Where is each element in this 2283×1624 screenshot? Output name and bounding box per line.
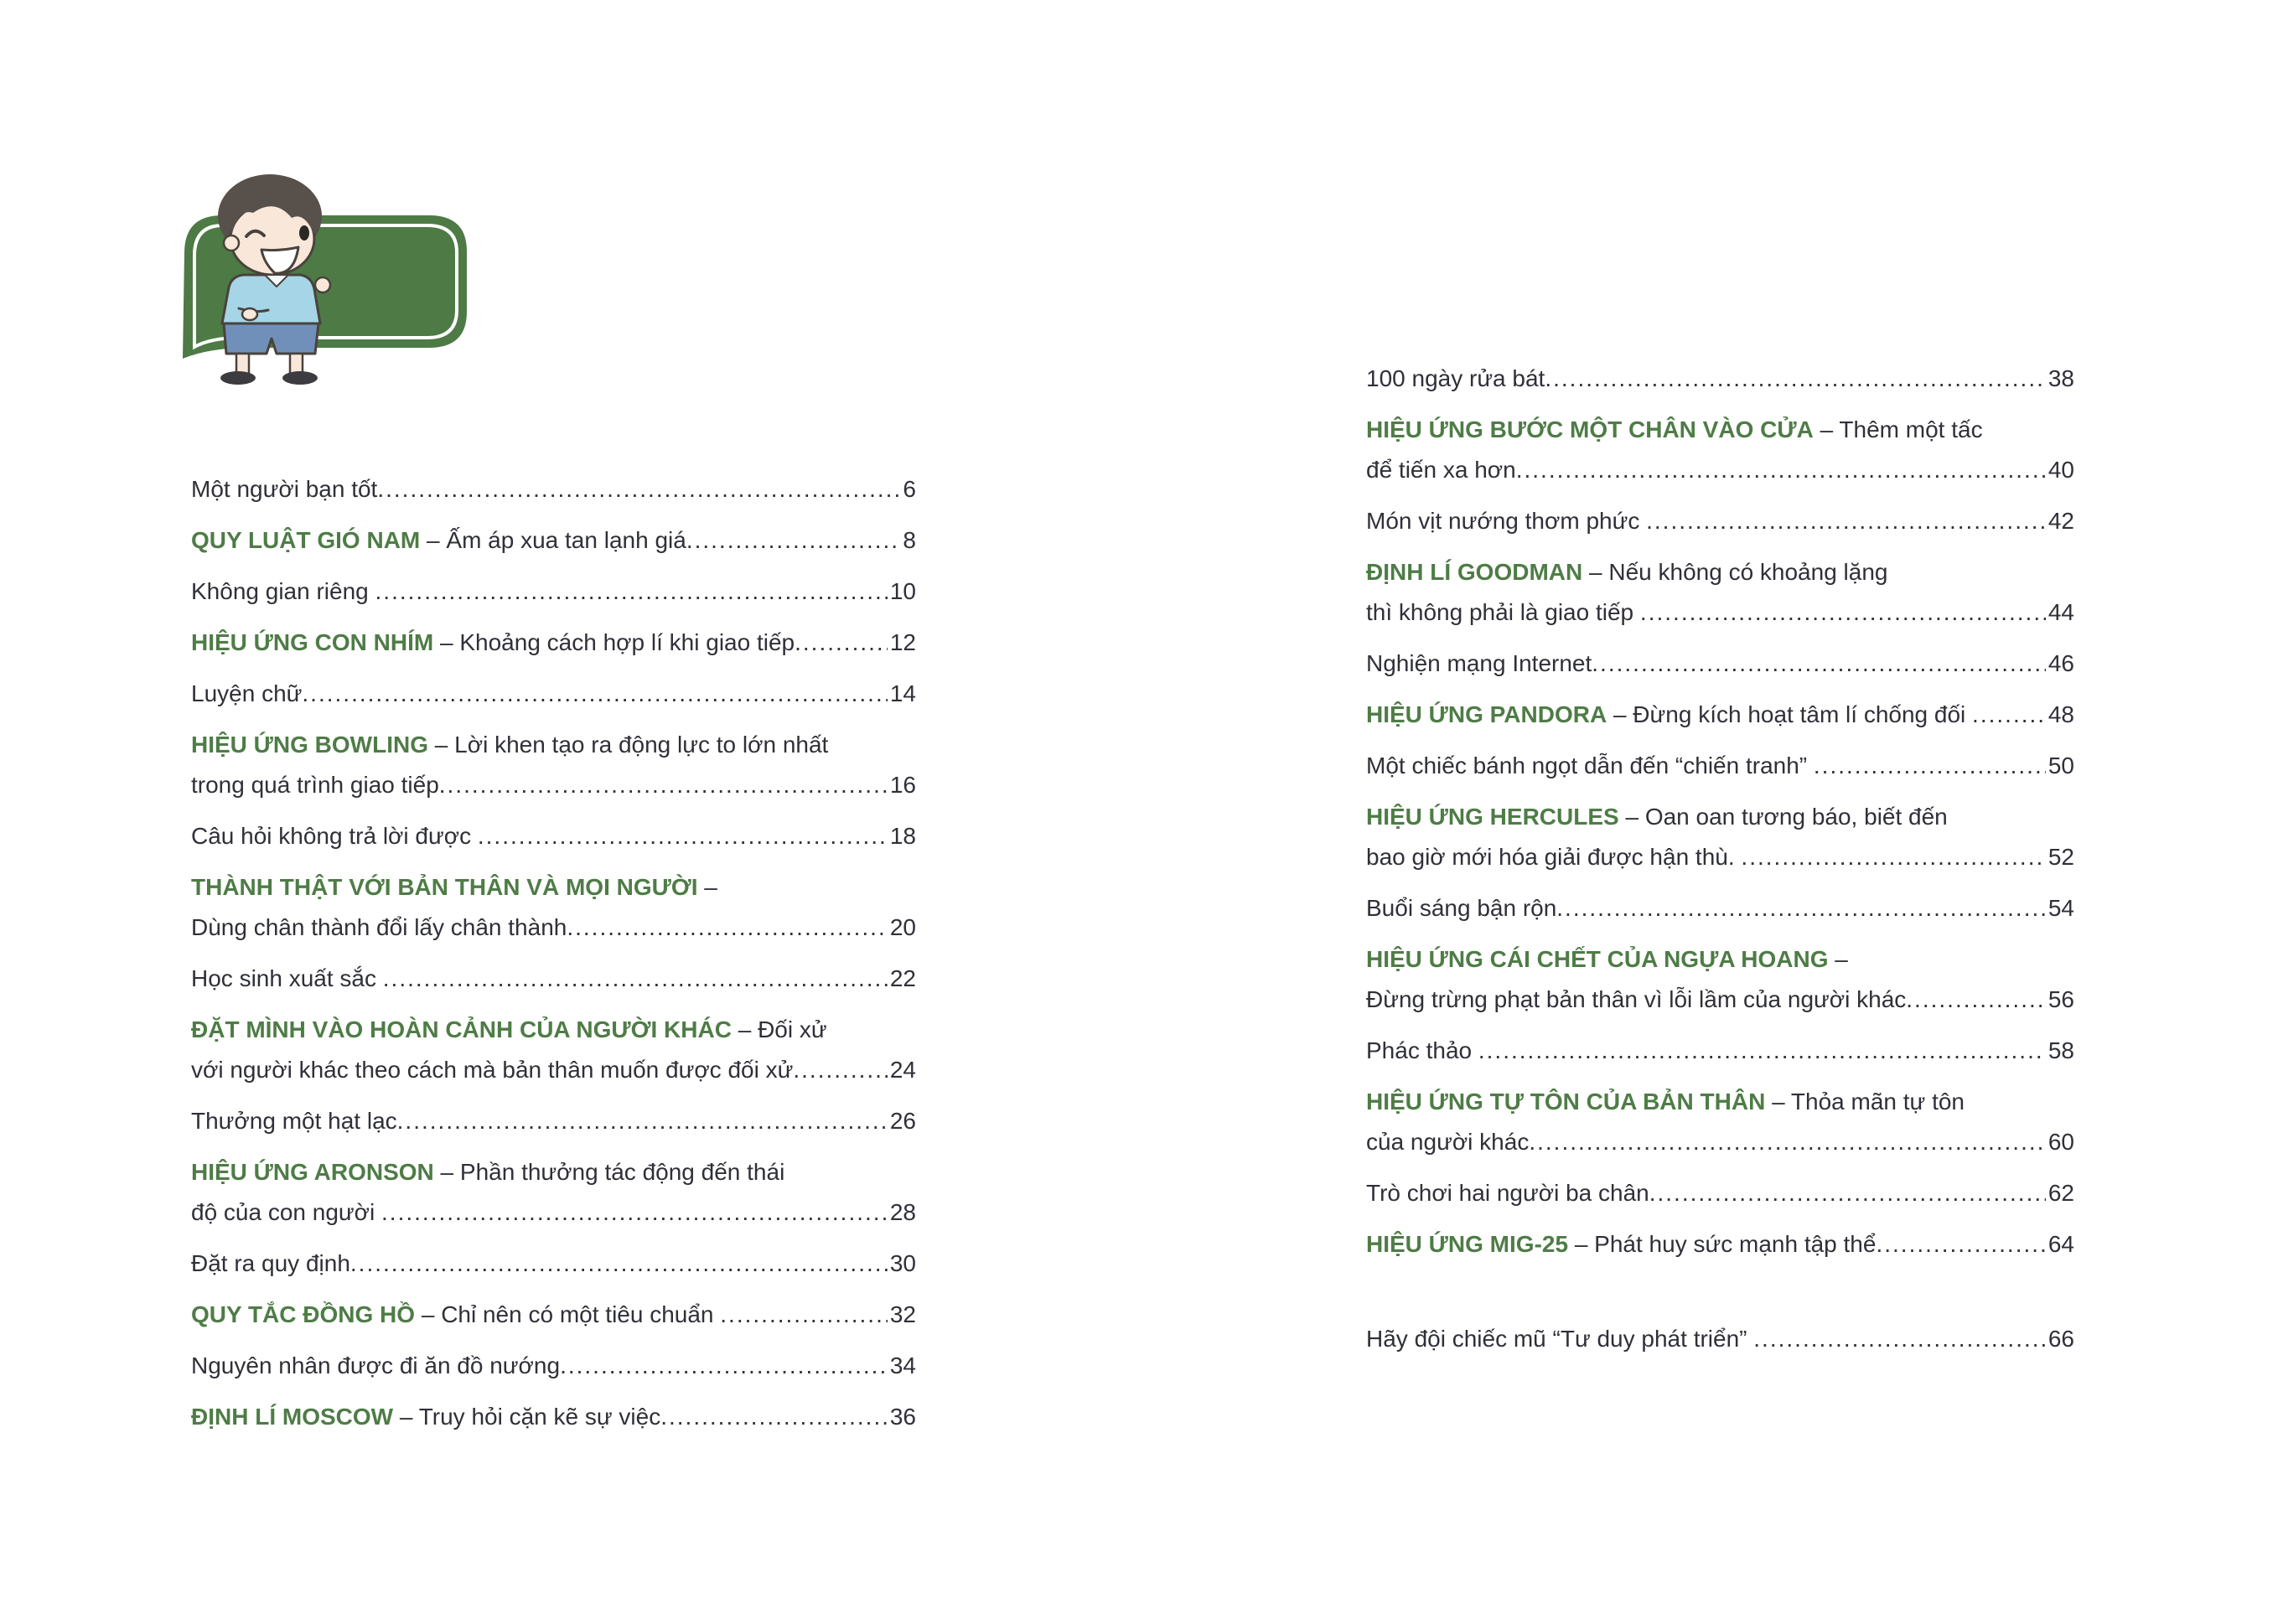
toc-entry-description: – Oan oan tương báo, biết đến	[1618, 804, 1948, 830]
toc-entry	[191, 867, 916, 948]
toc-entry-description: Món vịt nướng thơm phức	[1366, 508, 1647, 534]
dot-leader	[720, 1295, 888, 1335]
page-number: 28	[889, 1199, 916, 1225]
toc-line-text	[1366, 837, 1741, 877]
page-number: 64	[2047, 1231, 2074, 1257]
dot-leader	[1516, 450, 2046, 490]
toc-line	[191, 1101, 916, 1141]
toc-entry-title: HIỆU ỨNG PANDORA	[1366, 701, 1607, 727]
toc-line-text	[191, 816, 478, 856]
toc-entry	[1366, 746, 2074, 786]
toc-entry-description: Một chiếc bánh ngọt dẫn đến “chiến tranh”	[1366, 753, 1814, 778]
toc-entry-description: – Lời khen tạo ra động lực to lớn nhất	[428, 732, 829, 758]
page-number: 62	[2047, 1180, 2074, 1206]
toc-entry	[191, 1152, 916, 1233]
dot-leader	[1649, 1173, 2046, 1213]
toc-entry-description: –	[697, 874, 717, 900]
dot-leader	[686, 520, 901, 561]
page-number: 20	[889, 914, 916, 940]
toc-entry-description: – Truy hỏi cặn kẽ sự việc	[393, 1404, 661, 1430]
page-number: 22	[889, 965, 916, 991]
page-number: 32	[889, 1301, 916, 1327]
toc-entry-description: 100 ngày rửa bát	[1366, 365, 1545, 391]
toc-line-text	[1366, 1319, 1753, 1359]
dot-leader	[1814, 746, 2046, 786]
toc-line	[1366, 1082, 2074, 1122]
toc-line	[191, 959, 916, 999]
dot-leader	[1478, 1031, 2046, 1071]
toc-line	[1366, 695, 2074, 735]
toc-line-text	[191, 1010, 827, 1050]
toc-entry	[1366, 1319, 2074, 1359]
page-number: 18	[889, 823, 916, 849]
toc-line-text	[1366, 1224, 1876, 1265]
toc-entry-title: HIỆU ỨNG TỰ TÔN CỦA BẢN THÂN	[1366, 1089, 1766, 1115]
toc-entry	[191, 572, 916, 612]
toc-line	[191, 674, 916, 714]
page-number: 36	[889, 1404, 916, 1430]
toc-line-text	[1366, 746, 1814, 786]
page-number: 40	[2047, 457, 2074, 483]
toc-line-text	[1366, 1122, 1529, 1162]
toc-entry-description: Dùng chân thành đổi lấy chân thành	[191, 914, 567, 940]
dot-leader	[397, 1101, 888, 1141]
toc-entry	[191, 674, 916, 714]
page-number: 48	[2047, 701, 2074, 727]
toc-entry	[1366, 1173, 2074, 1213]
toc-line-text	[1366, 644, 1592, 684]
dot-leader	[1592, 644, 2046, 684]
toc-entry-description: độ của con người	[191, 1199, 382, 1225]
page-number: 50	[2047, 753, 2074, 778]
toc-line	[1366, 592, 2074, 633]
toc-line-text	[191, 1152, 784, 1192]
toc-entry-description: Đặt ra quy định	[191, 1250, 350, 1276]
toc-line-text	[191, 867, 717, 908]
dot-leader	[302, 674, 887, 714]
toc-line	[1366, 644, 2074, 684]
toc-line-text	[1366, 939, 1848, 980]
toc-line	[1366, 552, 2074, 592]
toc-entry-description: Buổi sáng bận rộn	[1366, 895, 1557, 921]
toc-entry-description: – Phát huy sức mạnh tập thể	[1568, 1231, 1877, 1257]
toc-entry	[191, 725, 916, 805]
toc-line-text	[1366, 1082, 1965, 1122]
toc-entry-title: HIỆU ỨNG MIG-25	[1366, 1231, 1569, 1257]
toc-entry-description: – Đừng kích hoạt tâm lí chống đối	[1607, 701, 1973, 727]
toc-entry-title: HIỆU ỨNG BƯỚC MỘT CHÂN VÀO CỬA	[1366, 416, 1814, 442]
dot-leader	[381, 1192, 888, 1233]
toc-line	[1366, 837, 2074, 877]
toc-line	[1366, 797, 2074, 837]
dot-leader	[377, 469, 900, 509]
dot-leader	[1753, 1319, 2046, 1359]
toc-line	[1366, 1122, 2074, 1162]
toc-line	[191, 1295, 916, 1335]
toc-entry-description: để tiến xa hơn	[1366, 457, 1516, 483]
badge-graphic	[142, 142, 503, 394]
toc-entry-description: Nguyên nhân được đi ăn đồ nướng	[191, 1352, 561, 1378]
toc-line	[191, 765, 916, 805]
toc-line-text	[1366, 450, 1516, 490]
toc-entry-description: Phác thảo	[1366, 1037, 1478, 1063]
toc-line	[191, 1244, 916, 1284]
page-number: 58	[2047, 1037, 2074, 1063]
toc-entry-description: với người khác theo cách mà bản thân muốn được đối xử	[191, 1057, 794, 1083]
page-number: 26	[889, 1108, 916, 1134]
toc-entry-description: – Thêm một tấc	[1813, 416, 1983, 442]
toc-entry-description: Thưởng một hạt lạc	[191, 1108, 397, 1134]
toc-entry	[1366, 359, 2074, 399]
toc-entry-description: –	[1828, 946, 1848, 972]
muc-luc-badge	[142, 142, 619, 429]
page-number: 6	[903, 476, 916, 502]
page-number: 30	[889, 1250, 916, 1276]
dot-leader	[660, 1397, 888, 1437]
toc-line	[191, 623, 916, 663]
toc-line	[1366, 888, 2074, 928]
toc-entry-title: ĐỊNH LÍ MOSCOW	[191, 1404, 394, 1430]
toc-line-text	[191, 765, 439, 805]
toc-line-text	[191, 1295, 720, 1335]
page-number: 12	[889, 629, 916, 655]
toc-line-text	[1366, 980, 1906, 1020]
dot-leader	[1640, 592, 2046, 633]
toc-entry-description: – Chỉ nên có một tiêu chuẩn	[415, 1301, 721, 1327]
toc-entry	[1366, 797, 2074, 877]
dot-leader	[1545, 359, 2046, 399]
page-number: 46	[2047, 650, 2074, 676]
toc-line	[191, 1192, 916, 1233]
toc-entry	[1366, 410, 2074, 490]
toc-entry-title: THÀNH THẬT VỚI BẢN THÂN VÀ MỌI NGƯỜI	[191, 874, 698, 900]
toc-line	[191, 816, 916, 856]
toc-line	[191, 1050, 916, 1090]
toc-entry-title: HIỆU ỨNG HERCULES	[1366, 804, 1619, 830]
toc-entry	[1366, 695, 2074, 735]
page-number: 56	[2047, 986, 2074, 1012]
toc-entry-description: Trò chơi hai người ba chân	[1366, 1180, 1649, 1206]
toc-line-text	[191, 674, 302, 714]
toc-entry-description: Nghiện mạng Internet	[1366, 650, 1592, 676]
dot-leader	[560, 1346, 888, 1386]
toc-line	[1366, 450, 2074, 490]
toc-line-text	[1366, 501, 1646, 541]
toc-line	[1366, 359, 2074, 399]
toc-entry-description: – Khoảng cách hợp lí khi giao tiếp	[433, 629, 795, 655]
toc-line	[191, 1397, 916, 1437]
dot-leader	[1529, 1122, 2046, 1162]
toc-entry-title: HIỆU ỨNG ARONSON	[191, 1159, 434, 1185]
toc-entry	[1366, 644, 2074, 684]
toc-line-text	[1366, 695, 1972, 735]
toc-entry-description: Một người bạn tốt	[191, 476, 378, 502]
toc-entry-title: ĐỊNH LÍ GOODMAN	[1366, 559, 1583, 585]
toc-line	[1366, 939, 2074, 980]
page-number: 66	[2047, 1326, 2074, 1352]
toc-entry	[191, 959, 916, 999]
toc-entry	[191, 1397, 916, 1437]
toc-line	[191, 469, 916, 509]
toc-entry	[191, 1010, 916, 1090]
dot-leader	[478, 816, 888, 856]
toc-line-text	[191, 1244, 350, 1284]
toc-entry	[1366, 1031, 2074, 1071]
toc-entry-description: của người khác	[1366, 1129, 1530, 1155]
toc-line-text	[191, 469, 377, 509]
toc-line	[1366, 746, 2074, 786]
toc-line	[191, 1346, 916, 1386]
toc-entry-description: thì không phải là giao tiếp	[1366, 599, 1640, 625]
toc-entry	[191, 1346, 916, 1386]
dot-leader	[793, 1050, 887, 1090]
toc-line	[1366, 1031, 2074, 1071]
page-number: 44	[2047, 599, 2074, 625]
toc-entry	[191, 1295, 916, 1335]
toc-line-text	[191, 1050, 793, 1090]
toc-line-text	[1366, 410, 1983, 450]
toc-line-text	[191, 520, 686, 561]
toc-line	[1366, 501, 2074, 541]
toc-line-text	[191, 908, 567, 948]
dot-leader	[1972, 695, 2046, 735]
page-number: 24	[889, 1057, 916, 1083]
toc-entry-description: – Phần thưởng tác động đến thái	[433, 1159, 785, 1185]
toc-line-text	[1366, 592, 1640, 633]
page-number: 42	[2047, 508, 2074, 534]
dot-leader	[383, 959, 888, 999]
toc-line-text	[191, 1101, 397, 1141]
toc-line	[191, 572, 916, 612]
toc-line-text	[191, 623, 795, 663]
toc-line-text	[1366, 888, 1556, 928]
page-number: 16	[889, 772, 916, 798]
toc-line-text	[1366, 1173, 1649, 1213]
toc-line	[191, 867, 916, 908]
toc-line-text	[1366, 797, 1948, 837]
page-number: 8	[903, 527, 916, 553]
toc-line-text	[191, 959, 383, 999]
toc-entry-description: Không gian riêng	[191, 578, 375, 604]
toc-entry-description: Học sinh xuất sắc	[191, 965, 383, 991]
toc-entry	[1366, 888, 2074, 928]
dot-leader	[375, 572, 888, 612]
toc-line	[1366, 410, 2074, 450]
dot-leader	[1741, 837, 2045, 877]
page-number: 60	[2047, 1129, 2074, 1155]
toc-line	[1366, 980, 2074, 1020]
toc-entry-title: QUY LUẬT GIÓ NAM	[191, 527, 421, 553]
page-number: 14	[889, 680, 916, 706]
dot-leader	[1876, 1224, 2045, 1265]
toc-line-text	[191, 1397, 660, 1437]
toc-entry-title: HIỆU ỨNG CÁI CHẾT CỦA NGỰA HOANG	[1366, 946, 1829, 972]
toc-line	[1366, 1224, 2074, 1265]
toc-line-text	[191, 1346, 560, 1386]
toc-column-right	[1366, 359, 2074, 1370]
badge-title: MỤC LỤC	[451, 392, 619, 429]
toc-column-left	[191, 469, 916, 1448]
page-number: 54	[2047, 895, 2074, 921]
toc-line	[191, 1010, 916, 1050]
toc-line-text	[191, 725, 828, 765]
toc-entry-description: – Ấm áp xua tan lạnh giá	[420, 527, 686, 553]
toc-entry-title: HIỆU ỨNG CON NHÍM	[191, 629, 434, 655]
toc-line-text	[1366, 359, 1545, 399]
toc-line-text	[191, 1192, 381, 1233]
toc-entry-title: QUY TẮC ĐỒNG HỒ	[191, 1301, 416, 1327]
toc-entry	[191, 469, 916, 509]
page-number: 34	[889, 1352, 916, 1378]
toc-entry-description: – Thỏa mãn tự tôn	[1765, 1089, 1965, 1115]
toc-line	[1366, 1319, 2074, 1359]
toc-entry	[191, 816, 916, 856]
page-number: 10	[889, 578, 916, 604]
toc-line	[191, 725, 916, 765]
page-number: 52	[2047, 844, 2074, 870]
toc-entry	[191, 623, 916, 663]
toc-entry	[1366, 552, 2074, 633]
toc-entry-title: ĐẶT MÌNH VÀO HOÀN CẢNH CỦA NGƯỜI KHÁC	[191, 1016, 732, 1042]
dot-leader	[795, 623, 888, 663]
toc-entry-description: trong quá trình giao tiếp	[191, 772, 439, 798]
toc-line	[191, 520, 916, 561]
toc-line	[191, 908, 916, 948]
page-number: 38	[2047, 365, 2074, 391]
toc-entry	[191, 1244, 916, 1284]
toc-entry	[1366, 1224, 2074, 1265]
toc-entry-description: Hãy đội chiếc mũ “Tư duy phát triển”	[1366, 1326, 1754, 1352]
dot-leader	[567, 908, 888, 948]
toc-entry	[191, 520, 916, 561]
toc-line-text	[191, 572, 375, 612]
toc-entry	[1366, 501, 2074, 541]
toc-entry	[1366, 1082, 2074, 1162]
toc-line	[191, 1152, 916, 1192]
toc-entry-title: HIỆU ỨNG BOWLING	[191, 732, 428, 758]
dot-leader	[350, 1244, 888, 1284]
toc-line-text	[1366, 1031, 1478, 1071]
toc-entry	[191, 1101, 916, 1141]
toc-entry-description: – Đối xử	[731, 1016, 827, 1042]
toc-entry-description: – Nếu không có khoảng lặng	[1582, 559, 1888, 585]
toc-line	[1366, 1173, 2074, 1213]
toc-entry-description: Câu hỏi không trả lời được	[191, 823, 478, 849]
dot-leader	[1556, 888, 2046, 928]
dot-leader	[439, 765, 888, 805]
toc-entry	[1366, 939, 2074, 1020]
dot-leader	[1646, 501, 2046, 541]
toc-entry-description: Đừng trừng phạt bản thân vì lỗi lầm của người khác	[1366, 986, 1907, 1012]
toc-entry-description: Luyện chữ	[191, 680, 303, 706]
toc-line-text	[1366, 552, 1888, 592]
dot-leader	[1906, 980, 2046, 1020]
toc-entry-description: bao giờ mới hóa giải được hận thù.	[1366, 844, 1742, 870]
open-eye	[299, 225, 309, 240]
